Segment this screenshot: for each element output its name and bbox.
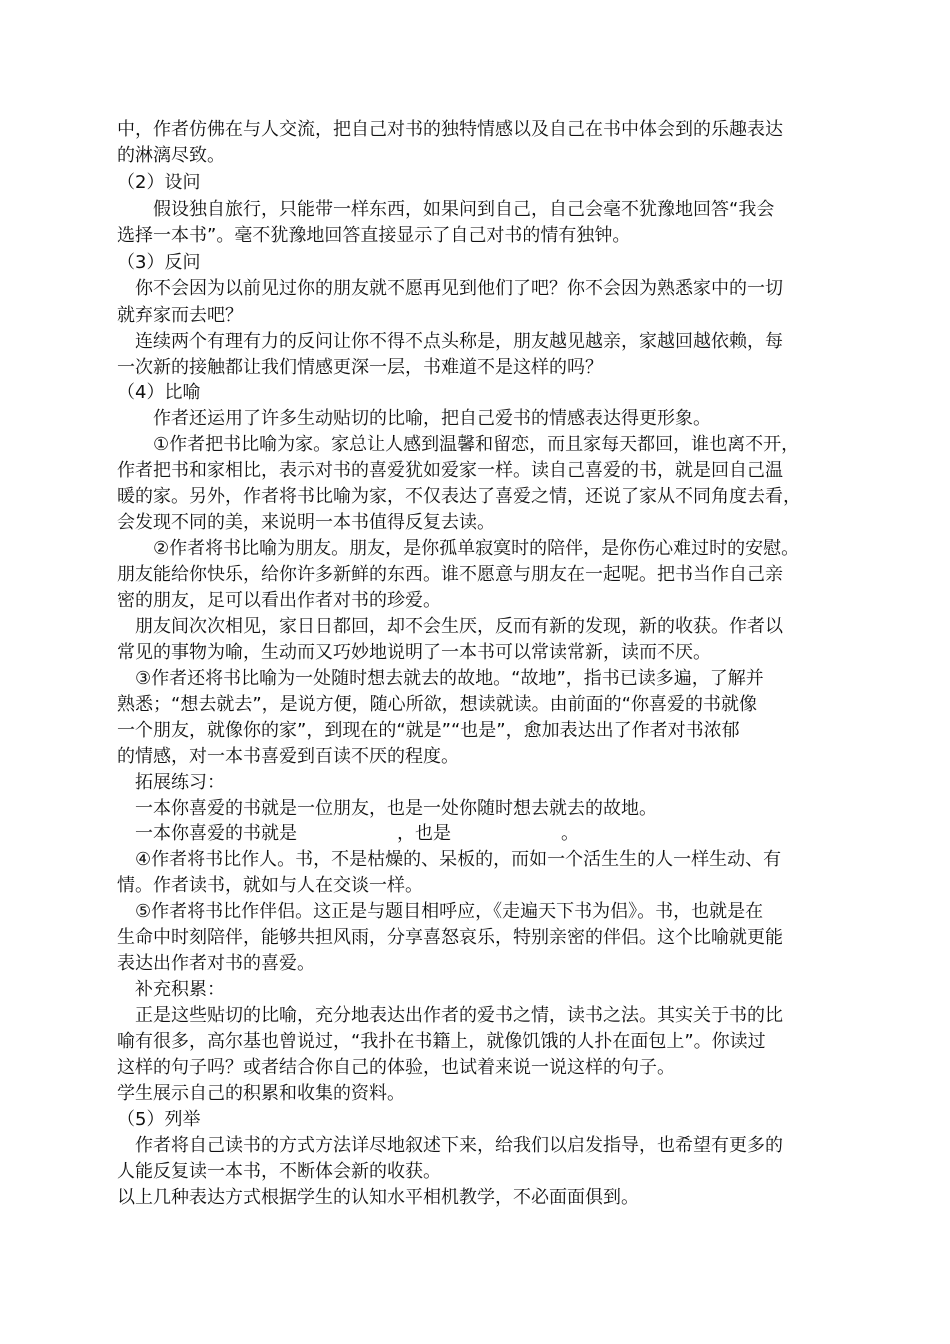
text-line: 这样的句子吗？或者结合你自己的体验，也试着来说一说这样的句子。 [117,1057,675,1078]
text-line: 人能反复读一本书，不断体会新的收获。 [117,1161,441,1182]
fill-text-3: 。 [561,823,579,844]
fill-text-1: 一本你喜爱的书就是 [117,823,297,844]
text-line: 选择一本书”。毫不犹豫地回答直接显示了自己对书的情有独钟。 [117,225,631,246]
text-line: ①作者把书比喻为家。家总让人感到温馨和留恋，而且家每天都回，谁也离不开， [117,434,800,455]
text-line: 以上几种表达方式根据学生的认知水平相机教学，不必面面俱到。 [117,1187,639,1208]
text-line: 表达出作者对书的喜爱。 [117,953,315,974]
text-line: 连续两个有理有力的反问让你不得不点头称是，朋友越见越亲，家越回越依赖，每 [117,331,783,352]
section-heading: （3）反问 [117,252,201,273]
text-line: 就弃家而去吧？ [117,305,243,326]
subheading: 补充积累： [117,979,225,1000]
text-line: 密的朋友，足可以看出作者对书的珍爱。 [117,590,441,611]
text-line: ②作者将书比喻为朋友。朋友，是你孤单寂寞时的陪伴，是你伤心难过时的安慰。 [117,538,800,559]
text-line: 的淋漓尽致。 [117,145,225,166]
section-heading: （2）设问 [117,172,201,193]
text-line: 一本你喜爱的书就是一位朋友，也是一处你随时想去就去的故地。 [117,798,657,819]
text-line: ④作者将书比作人。书，不是枯燥的、呆板的，而如一个活生生的人一样生动、有 [117,849,782,870]
text-line: ③作者还将书比喻为一处随时想去就去的故地。“故地”，指书已读多遍，了解并 [117,668,764,689]
section-heading: （5）列举 [117,1109,201,1130]
text-line: 的情感，对一本书喜爱到百读不厌的程度。 [117,746,459,767]
text-line: 生命中时刻陪伴，能够共担风雨，分享喜怒哀乐，特别亲密的伴侣。这个比喻就更能 [117,927,783,948]
text-line: 喻有很多，高尔基也曾说过，“我扑在书籍上，就像饥饿的人扑在面包上”。你读过 [117,1031,766,1052]
text-line: 作者将自己读书的方式方法详尽地叙述下来，给我们以启发指导，也希望有更多的 [117,1135,783,1156]
text-line: 假设独自旅行，只能带一样东西，如果问到自己，自己会毫不犹豫地回答“我会 [117,199,775,220]
text-line: 中，作者仿佛在与人交流，把自己对书的独特情感以及自己在书中体会到的乐趣表达 [117,119,783,140]
text-line: 暖的家。另外，作者将书比喻为家，不仅表达了喜爱之情，还说了家从不同角度去看， [117,486,801,507]
text-line: 一次新的接触都让我们情感更深一层，书难道不是这样的吗？ [117,357,603,378]
text-line: 正是这些贴切的比喻，充分地表达出作者的爱书之情，读书之法。其实关于书的比 [117,1005,783,1026]
section-heading: （4）比喻 [117,382,201,403]
text-line: 朋友间次次相见，家日日都回，却不会生厌，反而有新的发现，新的收获。作者以 [117,616,783,637]
subheading: 拓展练习： [117,772,225,793]
fill-in-blank-line [117,821,579,847]
text-line: 作者还运用了许多生动贴切的比喻，把自己爱书的情感表达得更形象。 [117,408,711,429]
text-line: 会发现不同的美，来说明一本书值得反复去读。 [117,512,495,533]
text-line: 常见的事物为喻，生动而又巧妙地说明了一本书可以常读常新，读而不厌。 [117,642,711,663]
text-line: ⑤作者将书比作伴侣。这正是与题目相呼应，《走遍天下书为侣》。书，也就是在 [117,901,764,922]
text-line: 作者把书和家相比，表示对书的喜爱犹如爱家一样。读自己喜爱的书，就是回自己温 [117,460,783,481]
fill-text-2: ，也是 [397,823,451,844]
text-line: 你不会因为以前见过你的朋友就不愿再见到他们了吧？你不会因为熟悉家中的一切 [117,278,783,299]
text-line: 一个朋友，就像你的家”，到现在的“就是”“也是”，愈加表达出了作者对书浓郁 [117,720,740,741]
text-line: 朋友能给你快乐，给你许多新鲜的东西。谁不愿意与朋友在一起呢。把书当作自己亲 [117,564,783,585]
text-line: 学生展示自己的积累和收集的资料。 [117,1083,405,1104]
text-line: 熟悉；“想去就去”，是说方便，随心所欲，想读就读。由前面的“你喜爱的书就像 [117,694,757,715]
text-line: 情。作者读书，就如与人在交谈一样。 [117,875,423,896]
